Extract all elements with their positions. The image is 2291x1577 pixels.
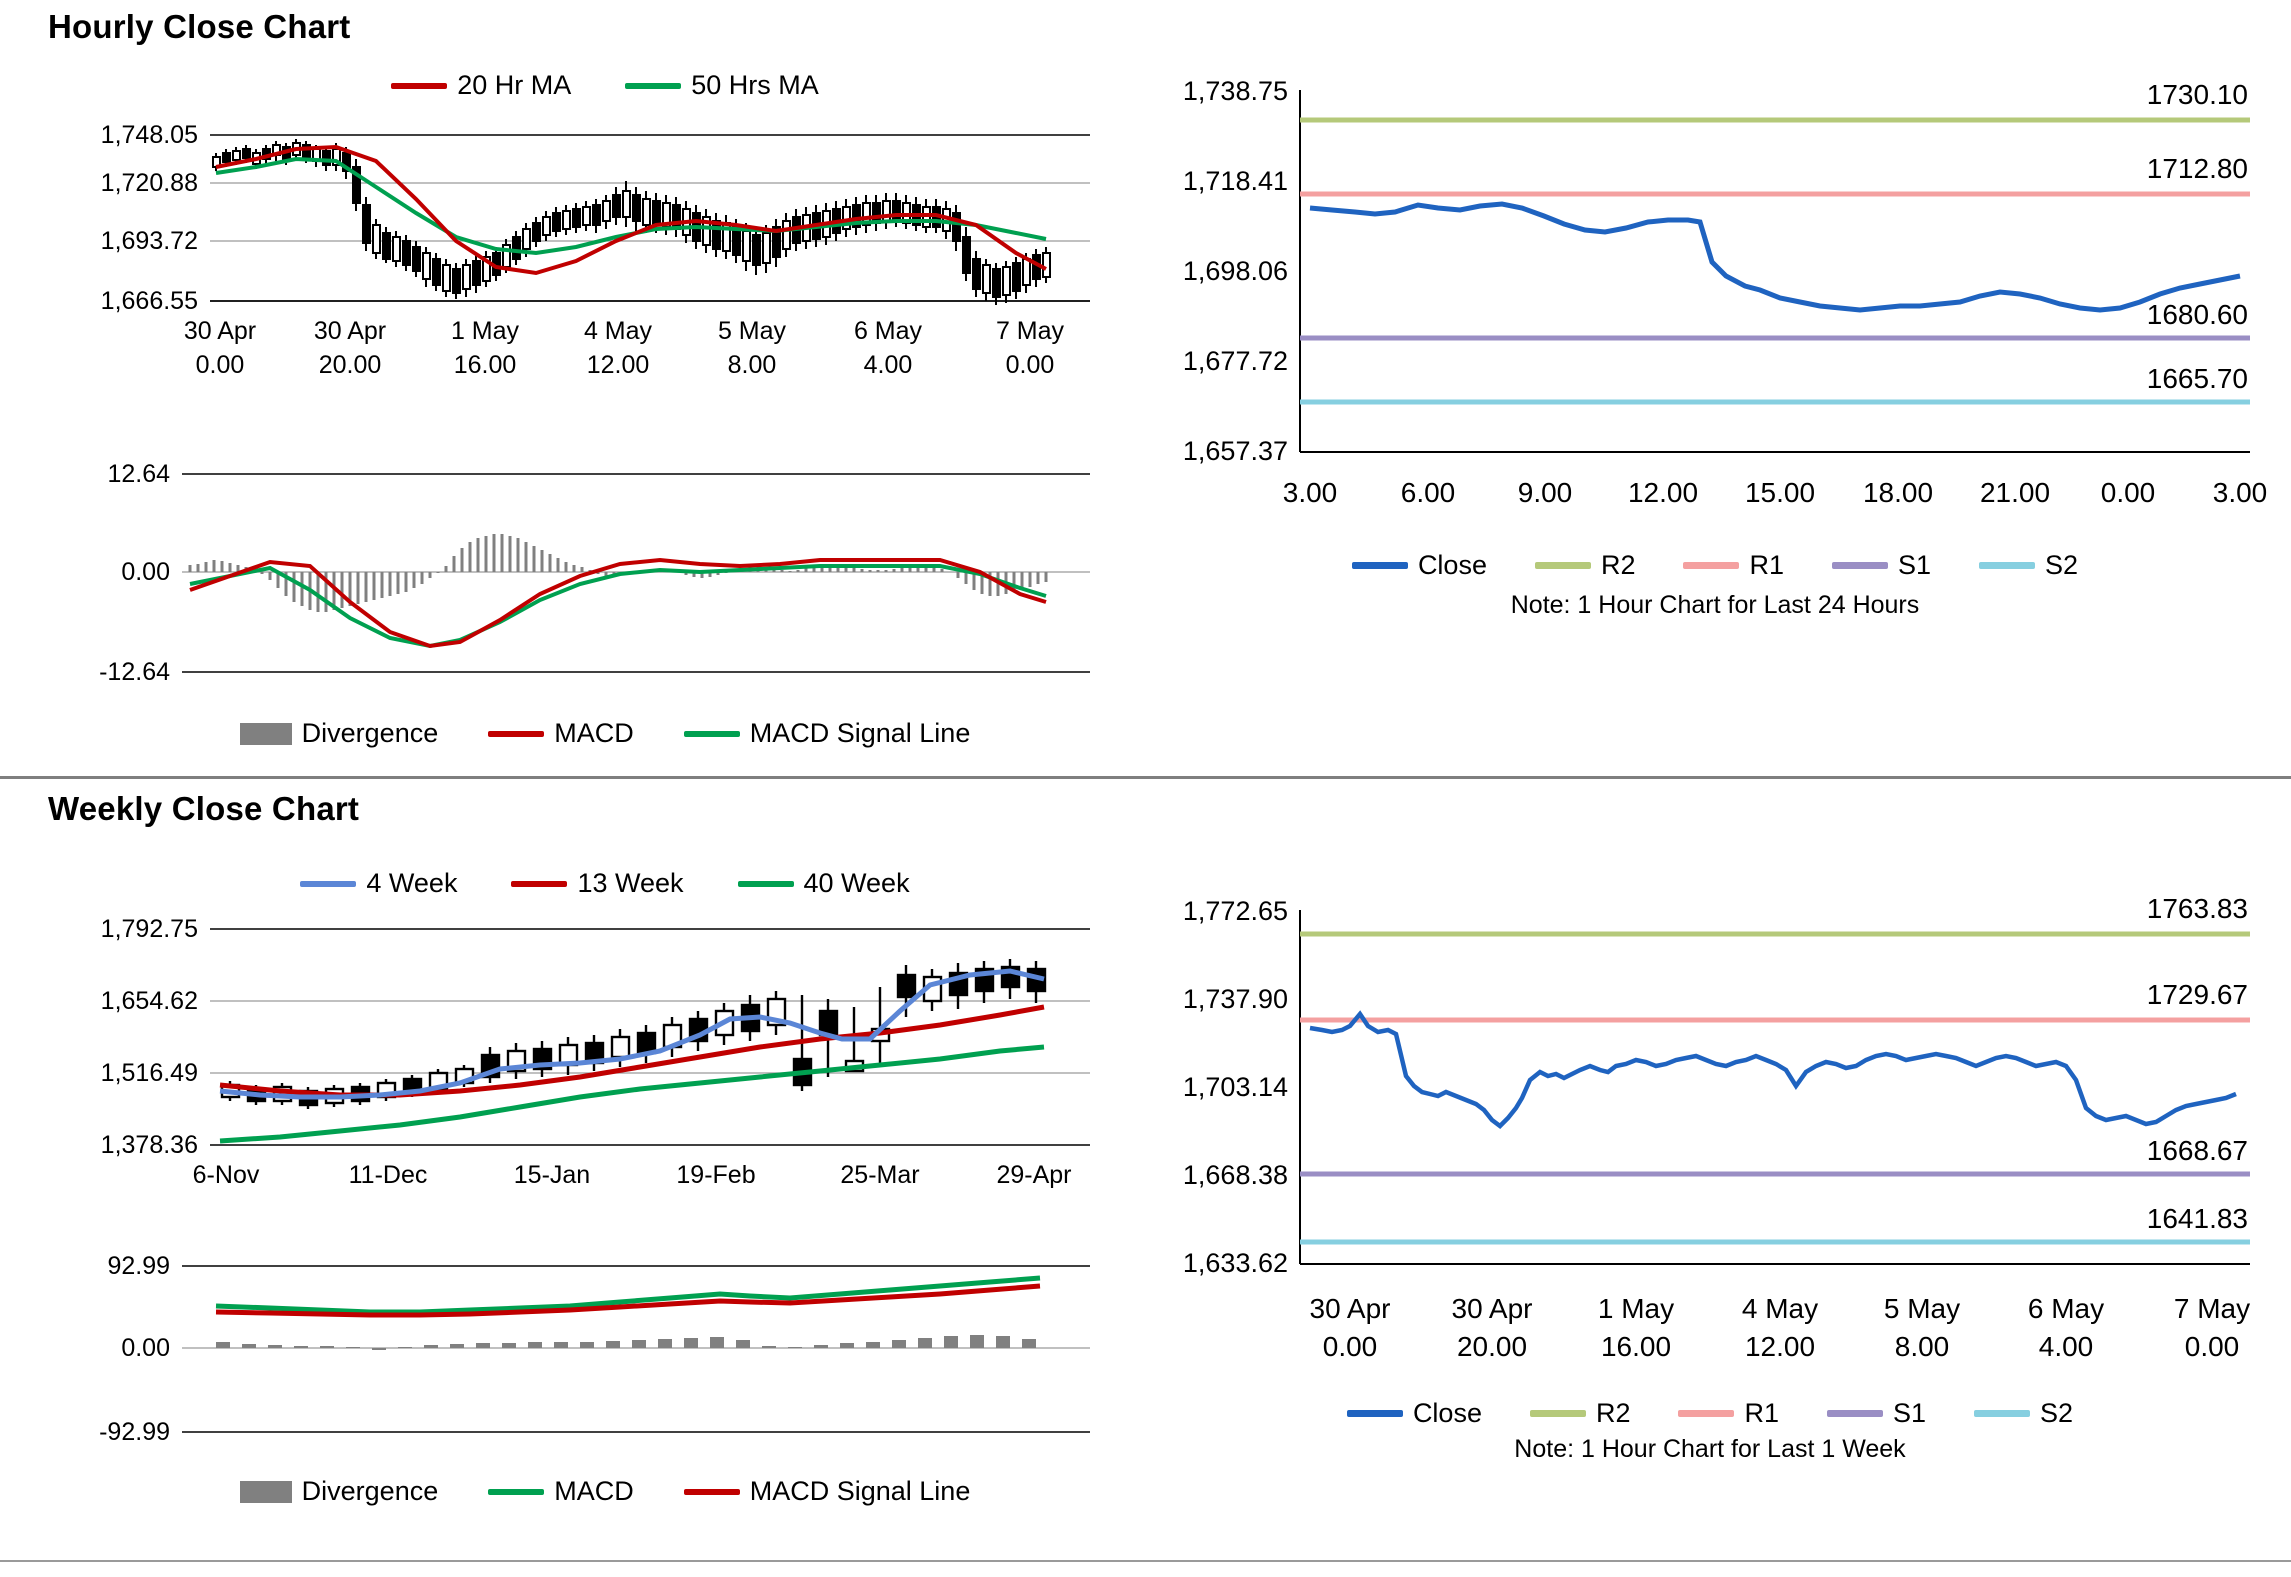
bar-swatch-icon bbox=[240, 1481, 292, 1503]
hourly-macd-plot bbox=[30, 460, 1120, 710]
svg-text:4.00: 4.00 bbox=[863, 351, 913, 379]
svg-text:4 May: 4 May bbox=[583, 317, 653, 345]
footer-divider bbox=[0, 1560, 2291, 1562]
weekly-chart-note: Note: 1 Hour Chart for Last 1 Week bbox=[1514, 1435, 1906, 1463]
level-label-s1: 1680.60 bbox=[2146, 299, 2248, 330]
legend-label: S1 bbox=[1898, 550, 1932, 580]
svg-text:1 May: 1 May bbox=[1597, 1293, 1675, 1324]
level-label-r1: 1729.67 bbox=[2146, 979, 2248, 1010]
hourly-levels-legend bbox=[1160, 550, 2270, 581]
line-swatch-icon bbox=[488, 731, 544, 737]
legend-item-macd bbox=[488, 718, 634, 749]
hourly-chart-note: Note: 1 Hour Chart for Last 24 Hours bbox=[1510, 591, 1920, 619]
svg-text:0.00: 0.00 bbox=[2184, 1331, 2240, 1362]
legend-label: MACD Signal Line bbox=[749, 1476, 971, 1506]
svg-text:30 Apr: 30 Apr bbox=[183, 317, 257, 345]
legend-label: Close bbox=[1412, 1398, 1482, 1428]
line-swatch-icon bbox=[625, 83, 681, 89]
legend-label: S1 bbox=[1893, 1398, 1927, 1428]
svg-text:20.00: 20.00 bbox=[1456, 1331, 1528, 1362]
legend-item-r1 bbox=[1683, 550, 1784, 581]
svg-text:18.00: 18.00 bbox=[1862, 477, 1934, 508]
legend-item-r1 bbox=[1678, 1398, 1779, 1429]
svg-text:6 May: 6 May bbox=[2027, 1293, 2105, 1324]
level-label-r2: 1763.83 bbox=[2146, 893, 2248, 924]
legend-item-40week bbox=[738, 868, 910, 899]
legend-item-macd-signal bbox=[684, 1476, 971, 1507]
level-label-r2: 1730.10 bbox=[2146, 79, 2248, 110]
xtick-labels bbox=[193, 1161, 1072, 1189]
legend-label: 50 Hrs MA bbox=[691, 70, 819, 100]
legend-item-s1 bbox=[1832, 550, 1931, 581]
ytick-label: 1,668.38 bbox=[1182, 1160, 1288, 1190]
series-close bbox=[1310, 204, 2240, 310]
ytick-label: 1,657.37 bbox=[1182, 436, 1288, 466]
svg-text:20.00: 20.00 bbox=[318, 351, 382, 379]
series-close bbox=[1310, 1014, 2236, 1126]
level-label-s2: 1641.83 bbox=[2146, 1203, 2248, 1234]
svg-text:16.00: 16.00 bbox=[1600, 1331, 1672, 1362]
legend-label: R1 bbox=[1749, 550, 1784, 580]
ytick-label: 1,748.05 bbox=[100, 121, 198, 149]
legend-item-r2 bbox=[1535, 550, 1636, 581]
legend-label: Divergence bbox=[301, 1476, 439, 1506]
ytick-label: 1,718.41 bbox=[1182, 166, 1288, 196]
svg-text:3.00: 3.00 bbox=[1282, 477, 1338, 508]
ytick-label: 1,677.72 bbox=[1182, 346, 1288, 376]
svg-text:11-Dec: 11-Dec bbox=[348, 1161, 428, 1189]
svg-text:6 May: 6 May bbox=[853, 317, 923, 345]
svg-text:4 May: 4 May bbox=[1741, 1293, 1819, 1324]
ytick-label: 12.64 bbox=[107, 460, 170, 488]
section-divider bbox=[0, 776, 2291, 779]
ytick-label: 1,378.36 bbox=[100, 1131, 198, 1159]
svg-text:6-Nov: 6-Nov bbox=[192, 1161, 260, 1189]
line-swatch-icon bbox=[391, 83, 447, 89]
weekly-price-legend bbox=[90, 868, 1120, 899]
xtick-labels bbox=[184, 317, 1065, 379]
legend-item-s1 bbox=[1827, 1398, 1926, 1429]
ytick-label: 1,698.06 bbox=[1182, 256, 1288, 286]
hourly-macd-chart bbox=[30, 460, 1120, 760]
legend-label: Divergence bbox=[301, 718, 439, 748]
legend-item-20hr-ma bbox=[391, 70, 571, 101]
ytick-label: 1,737.90 bbox=[1182, 984, 1288, 1014]
ytick-label: 1,693.72 bbox=[100, 227, 198, 255]
hourly-levels-chart bbox=[1160, 62, 2270, 702]
ytick-label: 1,633.62 bbox=[1182, 1248, 1288, 1278]
svg-text:0.00: 0.00 bbox=[195, 351, 245, 379]
xtick-labels bbox=[1310, 1293, 2251, 1362]
weekly-macd-plot bbox=[30, 1250, 1120, 1470]
svg-text:30 Apr: 30 Apr bbox=[1451, 1293, 1533, 1324]
legend-label: MACD bbox=[554, 1476, 634, 1506]
legend-item-s2 bbox=[1974, 1398, 2073, 1429]
hourly-macd-legend bbox=[90, 718, 1120, 749]
ytick-label: 1,738.75 bbox=[1182, 76, 1288, 106]
xtick-labels bbox=[1283, 477, 2268, 508]
svg-text:0.00: 0.00 bbox=[1322, 1331, 1378, 1362]
svg-text:30 Apr: 30 Apr bbox=[313, 317, 387, 345]
svg-text:0.00: 0.00 bbox=[2100, 477, 2156, 508]
ytick-label: 1,792.75 bbox=[100, 915, 198, 943]
page-title-weekly: Weekly Close Chart bbox=[48, 790, 360, 827]
ytick-label: 1,772.65 bbox=[1182, 896, 1288, 926]
legend-item-r2 bbox=[1530, 1398, 1631, 1429]
legend-label: S2 bbox=[2040, 1398, 2074, 1428]
page-title-hourly: Hourly Close Chart bbox=[48, 8, 351, 45]
series-4-week bbox=[220, 971, 1044, 1097]
bar-swatch-icon bbox=[240, 723, 292, 745]
svg-text:8.00: 8.00 bbox=[727, 351, 777, 379]
legend-label: Close bbox=[1417, 550, 1487, 580]
legend-label: 4 Week bbox=[366, 868, 458, 898]
legend-label: 13 Week bbox=[577, 868, 684, 898]
legend-item-macd-signal bbox=[684, 718, 971, 749]
svg-text:29-Apr: 29-Apr bbox=[996, 1161, 1072, 1189]
svg-text:21.00: 21.00 bbox=[1979, 477, 2051, 508]
legend-item-macd bbox=[488, 1476, 634, 1507]
ytick-label: 92.99 bbox=[107, 1252, 170, 1280]
legend-item-13week bbox=[511, 868, 683, 899]
ytick-label: -92.99 bbox=[99, 1418, 170, 1446]
legend-label: 20 Hr MA bbox=[457, 70, 572, 100]
weekly-levels-chart bbox=[1150, 880, 2270, 1500]
svg-text:7 May: 7 May bbox=[995, 317, 1065, 345]
level-label-r1: 1712.80 bbox=[2146, 153, 2248, 184]
legend-label: MACD bbox=[554, 718, 634, 748]
level-label-s1: 1668.67 bbox=[2146, 1135, 2248, 1166]
svg-text:12.00: 12.00 bbox=[1744, 1331, 1816, 1362]
ytick-label: -12.64 bbox=[99, 658, 170, 686]
legend-item-close bbox=[1352, 550, 1487, 581]
ytick-label: 1,703.14 bbox=[1182, 1072, 1288, 1102]
line-swatch-icon bbox=[684, 731, 740, 737]
svg-text:16.00: 16.00 bbox=[453, 351, 517, 379]
svg-text:12.00: 12.00 bbox=[1627, 477, 1699, 508]
weekly-macd-legend bbox=[90, 1476, 1120, 1507]
candlestick-series bbox=[222, 959, 1045, 1109]
ytick-label: 1,720.88 bbox=[100, 169, 198, 197]
legend-label: MACD Signal Line bbox=[749, 718, 971, 748]
legend-label: 40 Week bbox=[803, 868, 910, 898]
svg-text:5 May: 5 May bbox=[1883, 1293, 1961, 1324]
ytick-label: 1,654.62 bbox=[100, 987, 198, 1015]
weekly-macd-chart bbox=[30, 1250, 1120, 1550]
ytick-label: 1,666.55 bbox=[100, 287, 198, 315]
weekly-levels-plot bbox=[1150, 880, 2270, 1420]
svg-text:15-Jan: 15-Jan bbox=[513, 1161, 591, 1189]
svg-text:30 Apr: 30 Apr bbox=[1309, 1293, 1391, 1324]
level-label-s2: 1665.70 bbox=[2146, 363, 2248, 394]
legend-item-divergence bbox=[240, 718, 439, 749]
hourly-price-plot bbox=[30, 101, 1120, 421]
ytick-label: 0.00 bbox=[121, 558, 170, 586]
ytick-label: 0.00 bbox=[121, 1334, 170, 1362]
svg-text:8.00: 8.00 bbox=[1894, 1331, 1950, 1362]
svg-text:5 May: 5 May bbox=[717, 317, 787, 345]
svg-text:15.00: 15.00 bbox=[1744, 477, 1816, 508]
svg-text:6.00: 6.00 bbox=[1400, 477, 1456, 508]
svg-text:9.00: 9.00 bbox=[1517, 477, 1573, 508]
legend-item-close bbox=[1347, 1398, 1482, 1429]
legend-label: R2 bbox=[1595, 1398, 1631, 1428]
svg-text:0.00: 0.00 bbox=[1005, 351, 1055, 379]
weekly-price-chart bbox=[30, 868, 1120, 1248]
svg-text:12.00: 12.00 bbox=[586, 351, 650, 379]
svg-text:19-Feb: 19-Feb bbox=[676, 1161, 756, 1189]
legend-label: R1 bbox=[1744, 1398, 1779, 1428]
svg-text:1 May: 1 May bbox=[450, 317, 520, 345]
legend-label: S2 bbox=[2045, 550, 2079, 580]
svg-text:7 May: 7 May bbox=[2173, 1293, 2251, 1324]
svg-text:4.00: 4.00 bbox=[2038, 1331, 2094, 1362]
hourly-price-legend bbox=[90, 70, 1120, 101]
svg-text:3.00: 3.00 bbox=[2212, 477, 2268, 508]
legend-item-50hr-ma bbox=[625, 70, 819, 101]
weekly-levels-legend bbox=[1150, 1398, 2270, 1429]
series-13-week bbox=[220, 1007, 1044, 1095]
hourly-price-chart bbox=[30, 70, 1120, 440]
legend-item-s2 bbox=[1979, 550, 2078, 581]
legend-item-4week bbox=[300, 868, 457, 899]
legend-item-divergence bbox=[240, 1476, 439, 1507]
weekly-price-plot bbox=[30, 899, 1120, 1219]
svg-text:25-Mar: 25-Mar bbox=[840, 1161, 920, 1189]
ytick-label: 1,516.49 bbox=[100, 1059, 198, 1087]
legend-label: R2 bbox=[1600, 550, 1636, 580]
